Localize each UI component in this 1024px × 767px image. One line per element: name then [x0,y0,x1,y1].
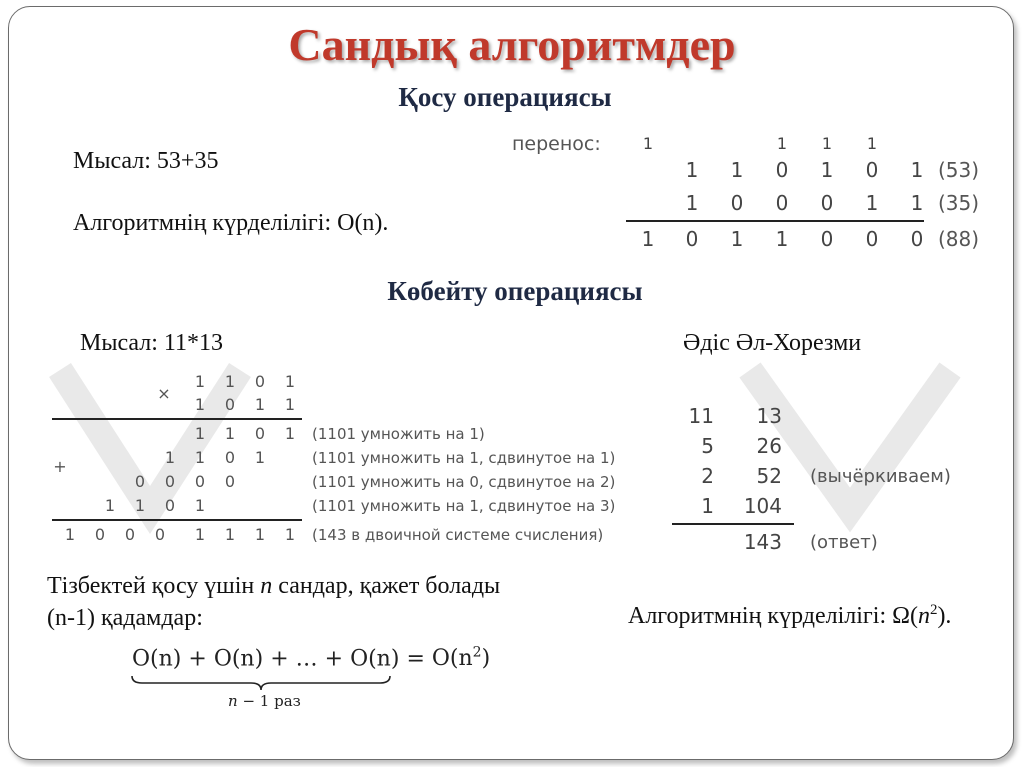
result-digit: 0 [820,227,834,251]
mult-digit: 0 [224,395,236,414]
partial-note: (1101 умножить на 1, сдвинутое на 3) [312,497,616,515]
partial-digit: 1 [194,424,206,443]
addend-note: (35) [938,191,980,215]
mult-digit: 1 [284,395,296,414]
khorezmi-table [660,404,1000,564]
partial-digit: 1 [224,424,236,443]
mult-digit: 1 [224,372,236,391]
addend-digit: 1 [910,191,924,215]
addition-heading: Қосу операциясы [398,82,612,112]
addend-digit: 1 [685,191,699,215]
mult-result-digit: 0 [154,525,166,544]
mult-result-digit: 0 [94,525,106,544]
series-description [47,570,500,634]
mult-result-note: (143 в двоичной системе счисления) [312,526,604,544]
formula-rhs-close: ) [481,646,491,672]
underbrace-rest: − 1 раз [237,692,301,710]
partial-digit: 0 [134,472,146,491]
partial-note: (1101 умножить на 1) [312,425,485,443]
series-text-3: (n-1) қадамдар: [47,605,203,631]
mult-result-digit: 1 [194,525,206,544]
mult-digit: 1 [254,395,266,414]
addend-digit: 1 [910,158,924,182]
khorezmi-right: 13 [756,404,782,428]
formula-rhs [432,646,490,671]
addend-digit: 0 [775,158,789,182]
series-text-2: сандар, қажет болады [272,573,501,599]
partial-digit: 0 [224,472,236,491]
addend-digit: 0 [865,158,879,182]
partial-digit: 0 [224,448,236,467]
khorezmi-left: 1 [701,494,714,518]
formula-rhs-base: O(n [431,646,473,672]
khorezmi-heading: Әдіс Әл-Хорезми [683,330,862,356]
addend-digit: 1 [865,191,879,215]
carry-digit: 1 [866,134,878,153]
carry-label: перенос: [512,133,601,155]
carry-digit: 1 [642,134,654,153]
mult-result-digit: 1 [254,525,266,544]
khorezmi-note: (вычёркиваем) [810,466,951,487]
addend-digit: 1 [685,158,699,182]
mult-result-digit: 0 [124,525,136,544]
addend-digit: 1 [820,158,834,182]
mult-digit: 1 [284,372,296,391]
khorezmi-complexity-exp: 2 [929,602,938,618]
underbrace [130,674,392,692]
addition-example: Мысал: 53+35 [73,148,219,174]
partial-digit: 1 [284,424,296,443]
formula-plus: + [188,646,207,672]
partial-digit: 0 [164,472,176,491]
khorezmi-right: 104 [743,494,782,518]
mult-result-digit: 1 [224,525,236,544]
khorezmi-right: 52 [756,464,782,488]
times-sign: × [157,384,171,403]
series-formula [132,645,490,671]
result-digit: 0 [910,227,924,251]
addition-sum-line [626,220,924,222]
partial-digit: 0 [164,496,176,515]
khorezmi-complexity-close: ). [937,603,952,629]
addend-digit: 0 [775,191,789,215]
result-digit: 0 [865,227,879,251]
partial-digit: 1 [164,448,176,467]
plus-sign: + [53,457,67,476]
khorezmi-answer-note: (ответ) [810,532,878,553]
result-digit: 1 [730,227,744,251]
partial-digit: 1 [194,496,206,515]
partial-digit: 1 [134,496,146,515]
formula-ellipsis: … [295,646,318,672]
result-note: (88) [938,227,980,251]
formula-equals: = [406,646,425,672]
mult-digit: 1 [194,395,206,414]
underbrace-n: n [228,692,238,710]
partial-digit: 0 [254,424,266,443]
khorezmi-right: 26 [756,434,782,458]
khorezmi-complexity-text: Алгоритмнің күрделілігі: Ω( [628,603,918,629]
multiplication-example: Мысал: 11*13 [80,330,224,356]
addend-digit: 1 [730,158,744,182]
addend-digit: 0 [820,191,834,215]
partial-digit: 1 [254,448,266,467]
partial-note: (1101 умножить на 0, сдвинутое на 2) [312,473,616,491]
mult-top-line [52,418,302,420]
khorezmi-complexity-n: n [917,603,930,629]
carry-digit: 1 [776,134,788,153]
khorezmi-left: 11 [688,404,714,428]
mult-digit: 0 [254,372,266,391]
mult-digit: 1 [194,372,206,391]
multiplication-heading: Көбейту операциясы [387,276,643,306]
khorezmi-sum-line [672,523,794,525]
carry-digit: 1 [821,134,833,153]
underbrace-label [228,692,301,710]
formula-plus: + [270,646,289,672]
mult-result-digit: 1 [64,525,76,544]
partial-digit: 0 [194,472,206,491]
partial-digit: 1 [194,448,206,467]
formula-term: O(n) [350,646,400,672]
multiplication-table [50,368,616,548]
mult-result-digit: 1 [284,525,296,544]
formula-term: O(n) [132,646,182,672]
series-n: n [260,573,273,599]
formula-plus: + [324,646,344,672]
khorezmi-answer: 143 [743,530,782,554]
khorezmi-left: 5 [701,434,714,458]
result-digit: 1 [775,227,789,251]
mult-sum-line [52,519,302,521]
series-text-1: Тізбектей қосу үшін [47,573,261,599]
formula-term: O(n) [213,646,264,672]
formula-rhs-exp: 2 [472,645,482,661]
partial-note: (1101 умножить на 1, сдвинутое на 1) [312,449,616,467]
addition-complexity: Алгоритмнің күрделілігі: O(n). [73,210,389,236]
slide-title: Сандық алгоритмдер [288,19,736,70]
partial-digit: 1 [104,496,116,515]
addend-digit: 0 [730,191,744,215]
result-digit: 0 [685,227,699,251]
khorezmi-left: 2 [701,464,714,488]
addend-note: (53) [938,158,980,182]
result-digit: 1 [641,227,655,251]
khorezmi-complexity [628,602,951,630]
